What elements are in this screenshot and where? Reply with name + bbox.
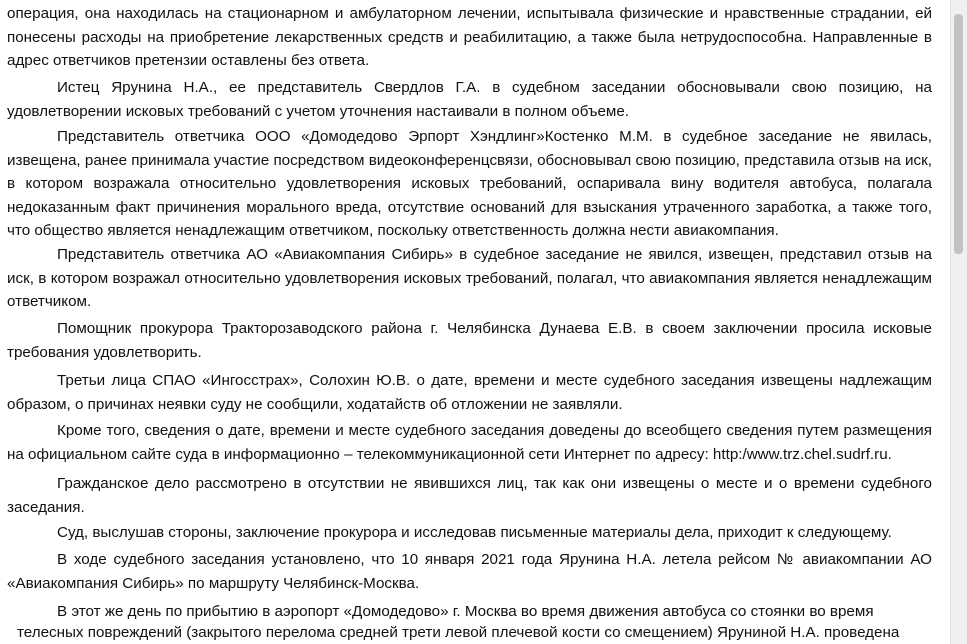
paragraph-arrival-incident: В этот же день по прибытию в аэропорт «Домодедово» г. Москва во время движения автобуса со стоянки во время xyxy=(57,603,874,620)
paragraph-third-parties: Третьи лица СПАО «Ингосстрах», Солохин Ю.В. о дате, времени и месте судебного заседания извещены надлежащим образом, о причинах неявки суду не сообщили, ходатайств об отложении не заявляли. xyxy=(7,372,932,413)
paragraph-prosecutor: Помощник прокурора Тракторозаводского района г. Челябинска Дунаева Е.В. в своем заключении просила исковые требования удовлетворить. xyxy=(7,320,932,361)
scrollbar-thumb[interactable] xyxy=(954,14,963,254)
paragraph-plaintiff-position: Истец Ярунина Н.А., ее представитель Свердлов Г.А. в судебном заседании обосновывали свою позицию, на удовлетворении исковых требований с учетом уточнения настаивали в полном объеме. xyxy=(7,79,932,120)
paragraph-court-conclusion: Суд, выслушав стороны, заключение прокурора и исследовав письменные материалы дела, приходит к следующему. xyxy=(57,524,892,541)
paragraph-defendant-airline: Представитель ответчика АО «Авиакомпания Сибирь» в судебное заседание не явился, извещен, представил отзыв на иск, в котором возражал относительно удовлетворения исковых требований, полагал, что авиакомпания является ненадлежащим ответчиком. xyxy=(7,246,932,310)
paragraph-defendant-handling: Представитель ответчика ООО «Домодедово Эрпорт Хэндлинг»Костенко М.М. в судебное заседание не явилась, извещена, ранее принимала участие посредством видеоконференцсвязи, обосновывал свою позицию, представила отзыв на иск, в котором возражала относительно удовлетворения исковых требований, оспаривала вину водителя автобуса, полагала недоказанным факт причинения морального вреда, отсутствие оснований для взыскания утраченного заработка, а также того, что общество является ненадлежащим ответчиком, поскольку ответственность должна нести авиакомпания. xyxy=(7,128,932,239)
vertical-scrollbar[interactable] xyxy=(950,0,967,644)
paragraph-absent-parties: Гражданское дело рассмотрено в отсутствии не явившихся лиц, так как они извещены о месте и о времени судебного заседания. xyxy=(7,475,932,516)
paragraph-flight-details: В ходе судебного заседания установлено, что 10 января 2021 года Ярунина Н.А. летела рейсом № авиакомпании АО «Авиакомпания Сибирь» по маршруту Челябинск-Москва. xyxy=(7,551,932,592)
paragraph-injury-fragment: телесных повреждений (закрытого перелома средней трети левой плечевой кости со смещением) Яруниной Н.А. проведена xyxy=(17,624,900,641)
paragraph-claim-summary: операция, она находилась на стационарном и амбулаторном лечении, испытывала физические и нравственные страдании, ей понесены расходы на приобретение лекарственных средств и реабилитацию, а также была нетрудоспособна. Направленные в адрес ответчиков претензии оставлены без ответа. xyxy=(7,5,932,69)
paragraph-court-website: Кроме того, сведения о дате, времени и месте судебного заседания доведены до всеобщего сведения путем размещения на официальном сайте суда в информационно – телекоммуникационной сети Интернет по адресу: http:/www.trz.chel.sudrf.ru. xyxy=(7,422,932,463)
